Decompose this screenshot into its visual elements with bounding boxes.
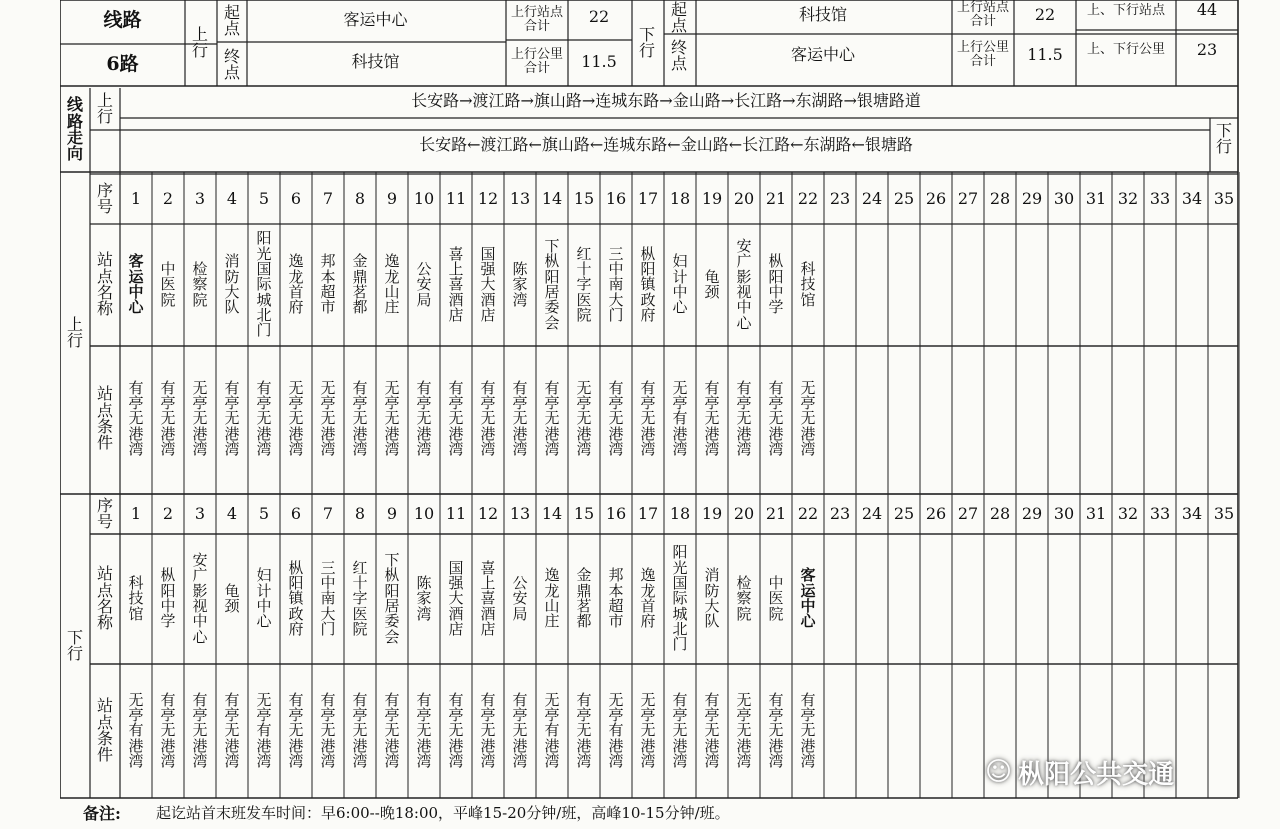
down-stop-condition: 有 亭 无 港 湾 <box>800 690 816 770</box>
seq-number-up: 19 <box>701 188 723 208</box>
start-label-down: 起 点 <box>670 0 687 35</box>
up-stop-name: 检 察 院 <box>192 260 208 309</box>
seq-number-up: 20 <box>733 188 755 208</box>
up-stop-condition: 有 亭 无 港 湾 <box>480 378 496 458</box>
up-stop-condition: 有 亭 无 港 湾 <box>704 378 720 458</box>
name-label-down: 站 点 名 称 <box>96 564 113 633</box>
up-station-total: 22 <box>588 6 610 26</box>
down-stop-condition: 有 亭 无 港 湾 <box>512 690 528 770</box>
down-stop-name: 逸 龙 首 府 <box>640 566 656 631</box>
up-station-total-label: 上行站点合计 <box>510 5 563 34</box>
down-stop-name: 科 技 馆 <box>128 574 144 623</box>
up-stop-name: 下 枞 阳 居 委 会 <box>544 237 560 332</box>
up-stop-name: 龟 颈 <box>704 267 720 301</box>
up-stop-condition: 有 亭 无 港 湾 <box>256 378 272 458</box>
seq-number-down: 24 <box>861 503 883 523</box>
seq-number-down: 2 <box>162 503 174 523</box>
both-km: 23 <box>1196 39 1218 59</box>
seq-number-down: 5 <box>258 503 270 523</box>
down-route: 长安路←渡江路←旗山路←连城东路←金山路←长江路←东湖路←银塘路 <box>419 134 913 154</box>
down-station-total: 22 <box>1034 4 1056 24</box>
seq-number-up: 13 <box>509 188 531 208</box>
down-stop-condition: 有 亭 无 港 湾 <box>160 690 176 770</box>
seq-number-down: 29 <box>1021 503 1043 523</box>
seq-number-up: 18 <box>669 188 691 208</box>
down-stop-name: 客 运 中 心 <box>800 566 816 631</box>
down-stop-condition: 无 亭 无 港 湾 <box>640 690 656 770</box>
down-stop-name: 金 鼎 茗 都 <box>576 566 592 631</box>
down-stop-condition: 有 亭 无 港 湾 <box>224 690 240 770</box>
route-direction-label: 线 路 走 向 <box>66 95 83 164</box>
down-stop-name: 国 强 大 酒 店 <box>448 558 464 638</box>
down-stop-condition: 有 亭 无 港 湾 <box>288 690 304 770</box>
up-stop-condition: 有 亭 无 港 湾 <box>352 378 368 458</box>
seq-number-up: 23 <box>829 188 851 208</box>
seq-number-up: 6 <box>290 188 302 208</box>
up-km-label: 上行公里合计 <box>510 47 563 76</box>
line-label: 线路 <box>103 9 142 32</box>
up-section-label: 上 行 <box>66 314 83 350</box>
up-stop-name: 阳 光 国 际 城 北 门 <box>256 229 272 340</box>
both-km-label: 上、下行公里 <box>1086 42 1165 58</box>
seq-number-down: 33 <box>1149 503 1171 523</box>
down-stop-name: 安 广 影 视 中 心 <box>192 551 208 646</box>
seq-number-up: 21 <box>765 188 787 208</box>
seq-number-up: 26 <box>925 188 947 208</box>
down-stop-condition: 有 亭 无 港 湾 <box>672 690 688 770</box>
seq-number-down: 4 <box>226 503 238 523</box>
seq-number-down: 21 <box>765 503 787 523</box>
up-stop-condition: 有 亭 无 港 湾 <box>512 378 528 458</box>
up-stop-name: 金 鼎 茗 都 <box>352 252 368 317</box>
up-stop-condition: 有 亭 无 港 湾 <box>224 378 240 458</box>
down-stop-condition: 有 亭 无 港 湾 <box>480 690 496 770</box>
down-stop-condition: 有 亭 无 港 湾 <box>320 690 336 770</box>
up-stop-name: 红 十 字 医 院 <box>576 244 592 324</box>
up-stop-condition: 有 亭 无 港 湾 <box>640 378 656 458</box>
up-stop-name: 客 运 中 心 <box>128 252 144 317</box>
down-stop-name: 检 察 院 <box>736 574 752 623</box>
end-label-down: 终 点 <box>670 37 687 73</box>
seq-number-down: 7 <box>322 503 334 523</box>
up-stop-condition: 有 亭 无 港 湾 <box>544 378 560 458</box>
seq-number-down: 26 <box>925 503 947 523</box>
up-km: 11.5 <box>581 51 617 71</box>
seq-label-down: 序 号 <box>96 495 113 531</box>
down-stop-condition: 无 亭 有 港 湾 <box>128 690 144 770</box>
seq-number-down: 15 <box>573 503 595 523</box>
down-label: 下 行 <box>638 24 655 60</box>
down-stop-condition: 无 亭 有 港 湾 <box>608 690 624 770</box>
down-section-label: 下 行 <box>66 627 83 663</box>
seq-number-up: 11 <box>445 188 467 208</box>
start-label-up: 起 点 <box>223 2 240 38</box>
watermark-text: 枞阳公共交通 <box>1018 759 1175 790</box>
down-stop-condition: 有 亭 无 港 湾 <box>576 690 592 770</box>
seq-number-up: 9 <box>386 188 398 208</box>
cond-label-down: 站 点 条 件 <box>96 696 113 765</box>
seq-number-down: 20 <box>733 503 755 523</box>
seq-number-down: 25 <box>893 503 915 523</box>
seq-number-up: 24 <box>861 188 883 208</box>
up-stop-name: 枞 阳 镇 政 府 <box>640 244 656 324</box>
up-label: 上 行 <box>191 24 208 60</box>
seq-number-down: 28 <box>989 503 1011 523</box>
route-sheet <box>60 0 1240 829</box>
down-stop-condition: 有 亭 无 港 湾 <box>416 690 432 770</box>
remarks-text: 起讫站首末班发车时间：早6:00--晚18:00，平峰15-20分钟/班，高峰10-15分钟/班。 <box>156 804 730 823</box>
seq-number-up: 22 <box>797 188 819 208</box>
up-stop-condition: 无 亭 无 港 湾 <box>384 378 400 458</box>
up-stop-condition: 无 亭 无 港 湾 <box>288 378 304 458</box>
up-stop-condition: 有 亭 无 港 湾 <box>160 378 176 458</box>
up-stop-name: 喜 上 喜 酒 店 <box>448 244 464 324</box>
line-name: 6路 <box>106 53 139 76</box>
down-stop-condition: 有 亭 无 港 湾 <box>768 690 784 770</box>
up-stop-name: 科 技 馆 <box>800 260 816 309</box>
down-station-total-label: 上行站点合计 <box>956 0 1009 29</box>
up-stop-name: 消 防 大 队 <box>224 252 240 317</box>
seq-number-up: 2 <box>162 188 174 208</box>
cond-label-up: 站 点 条 件 <box>96 384 113 453</box>
up-stop-condition: 无 亭 无 港 湾 <box>192 378 208 458</box>
end-label-up: 终 点 <box>223 46 240 82</box>
seq-number-up: 34 <box>1181 188 1203 208</box>
down-stop-name: 三 中 南 大 门 <box>320 558 336 638</box>
down-end-station: 客运中心 <box>790 44 855 64</box>
seq-number-up: 31 <box>1085 188 1107 208</box>
up-stop-name: 枞 阳 中 学 <box>768 252 784 317</box>
down-direction-tag: 下 行 <box>1215 120 1232 156</box>
up-stop-condition: 有 亭 无 港 湾 <box>608 378 624 458</box>
seq-number-down: 13 <box>509 503 531 523</box>
seq-number-up: 12 <box>477 188 499 208</box>
seq-number-down: 34 <box>1181 503 1203 523</box>
up-stop-condition: 无 亭 无 港 湾 <box>800 378 816 458</box>
seq-number-up: 17 <box>637 188 659 208</box>
down-stop-name: 阳 光 国 际 城 北 门 <box>672 543 688 654</box>
seq-number-down: 6 <box>290 503 302 523</box>
down-stop-condition: 有 亭 无 港 湾 <box>192 690 208 770</box>
down-stop-name: 逸 龙 山 庄 <box>544 566 560 631</box>
up-stop-name: 邦 本 超 市 <box>320 252 336 317</box>
down-stop-name: 龟 颈 <box>224 581 240 615</box>
up-stop-name: 妇 计 中 心 <box>672 252 688 317</box>
remarks-label: 备注: <box>83 803 121 823</box>
down-stop-name: 消 防 大 队 <box>704 566 720 631</box>
up-route: 长安路→渡江路→旗山路→连城东路→金山路→长江路→东湖路→银塘路道 <box>411 90 921 110</box>
down-stop-condition: 无 亭 无 港 湾 <box>736 690 752 770</box>
seq-number-down: 12 <box>477 503 499 523</box>
up-stop-condition: 无 亭 有 港 湾 <box>672 378 688 458</box>
up-stop-condition: 有 亭 无 港 湾 <box>416 378 432 458</box>
down-km: 11.5 <box>1027 44 1063 64</box>
down-stop-name: 喜 上 喜 酒 店 <box>480 558 496 638</box>
seq-number-up: 25 <box>893 188 915 208</box>
down-start-station: 科技馆 <box>798 4 847 24</box>
seq-number-down: 11 <box>445 503 467 523</box>
down-stop-condition: 有 亭 无 港 湾 <box>352 690 368 770</box>
watermark <box>985 752 1245 792</box>
up-start-station: 客运中心 <box>343 9 408 29</box>
seq-number-down: 3 <box>194 503 206 523</box>
seq-number-up: 15 <box>573 188 595 208</box>
up-stop-name: 三 中 南 大 门 <box>608 244 624 324</box>
seq-number-down: 27 <box>957 503 979 523</box>
up-stop-name: 陈 家 湾 <box>512 260 528 309</box>
down-stop-name: 陈 家 湾 <box>416 574 432 623</box>
down-stop-name: 下 枞 阳 居 委 会 <box>384 551 400 646</box>
seq-number-down: 10 <box>413 503 435 523</box>
seq-label-up: 序 号 <box>96 180 113 216</box>
up-stop-name: 安 广 影 视 中 心 <box>736 237 752 332</box>
seq-number-up: 5 <box>258 188 270 208</box>
up-stop-name: 公 安 局 <box>416 260 432 309</box>
up-stop-condition: 有 亭 无 港 湾 <box>736 378 752 458</box>
down-stop-name: 枞 阳 中 学 <box>160 566 176 631</box>
seq-number-up: 14 <box>541 188 563 208</box>
seq-number-up: 4 <box>226 188 238 208</box>
up-stop-condition: 无 亭 无 港 湾 <box>576 378 592 458</box>
seq-number-up: 27 <box>957 188 979 208</box>
up-stop-condition: 有 亭 无 港 湾 <box>448 378 464 458</box>
up-stop-condition: 有 亭 无 港 湾 <box>768 378 784 458</box>
seq-number-down: 19 <box>701 503 723 523</box>
down-stop-name: 枞 阳 镇 政 府 <box>288 558 304 638</box>
seq-number-up: 29 <box>1021 188 1043 208</box>
down-stop-condition: 有 亭 无 港 湾 <box>448 690 464 770</box>
down-stop-condition: 有 亭 无 港 湾 <box>384 690 400 770</box>
wechat-icon: ☺ <box>985 757 1013 787</box>
seq-number-down: 35 <box>1213 503 1235 523</box>
seq-number-down: 30 <box>1053 503 1075 523</box>
down-stop-name: 妇 计 中 心 <box>256 566 272 631</box>
down-stop-name: 中 医 院 <box>768 574 784 623</box>
seq-number-down: 22 <box>797 503 819 523</box>
seq-number-up: 3 <box>194 188 206 208</box>
name-label-up: 站 点 名 称 <box>96 250 113 319</box>
up-stop-condition: 有 亭 无 港 湾 <box>128 378 144 458</box>
seq-number-down: 23 <box>829 503 851 523</box>
down-stop-name: 邦 本 超 市 <box>608 566 624 631</box>
up-stop-name: 逸 龙 山 庄 <box>384 252 400 317</box>
seq-number-down: 32 <box>1117 503 1139 523</box>
up-stop-condition: 无 亭 无 港 湾 <box>320 378 336 458</box>
seq-number-up: 10 <box>413 188 435 208</box>
seq-number-up: 8 <box>354 188 366 208</box>
seq-number-down: 18 <box>669 503 691 523</box>
both-station-label: 上、下行站点 <box>1086 3 1165 19</box>
seq-number-up: 33 <box>1149 188 1171 208</box>
down-stop-condition: 无 亭 有 港 湾 <box>256 690 272 770</box>
seq-number-up: 30 <box>1053 188 1075 208</box>
seq-number-up: 28 <box>989 188 1011 208</box>
seq-number-up: 1 <box>130 188 142 208</box>
seq-number-down: 1 <box>130 503 142 523</box>
seq-number-down: 16 <box>605 503 627 523</box>
seq-number-down: 8 <box>354 503 366 523</box>
seq-number-up: 7 <box>322 188 334 208</box>
down-stop-condition: 有 亭 无 港 湾 <box>704 690 720 770</box>
down-stop-condition: 无 亭 有 港 湾 <box>544 690 560 770</box>
up-stop-name: 中 医 院 <box>160 260 176 309</box>
up-stop-name: 国 强 大 酒 店 <box>480 244 496 324</box>
down-stop-name: 红 十 字 医 院 <box>352 558 368 638</box>
up-direction-tag: 上 行 <box>96 90 113 126</box>
down-km-label: 上行公里合计 <box>956 40 1009 69</box>
up-stop-name: 逸 龙 首 府 <box>288 252 304 317</box>
seq-number-up: 16 <box>605 188 627 208</box>
seq-number-down: 31 <box>1085 503 1107 523</box>
both-station-total: 44 <box>1196 0 1218 19</box>
seq-number-down: 9 <box>386 503 398 523</box>
seq-number-down: 14 <box>541 503 563 523</box>
seq-number-up: 32 <box>1117 188 1139 208</box>
seq-number-down: 17 <box>637 503 659 523</box>
up-end-station: 科技馆 <box>351 51 400 71</box>
down-stop-name: 公 安 局 <box>512 574 528 623</box>
seq-number-up: 35 <box>1213 188 1235 208</box>
